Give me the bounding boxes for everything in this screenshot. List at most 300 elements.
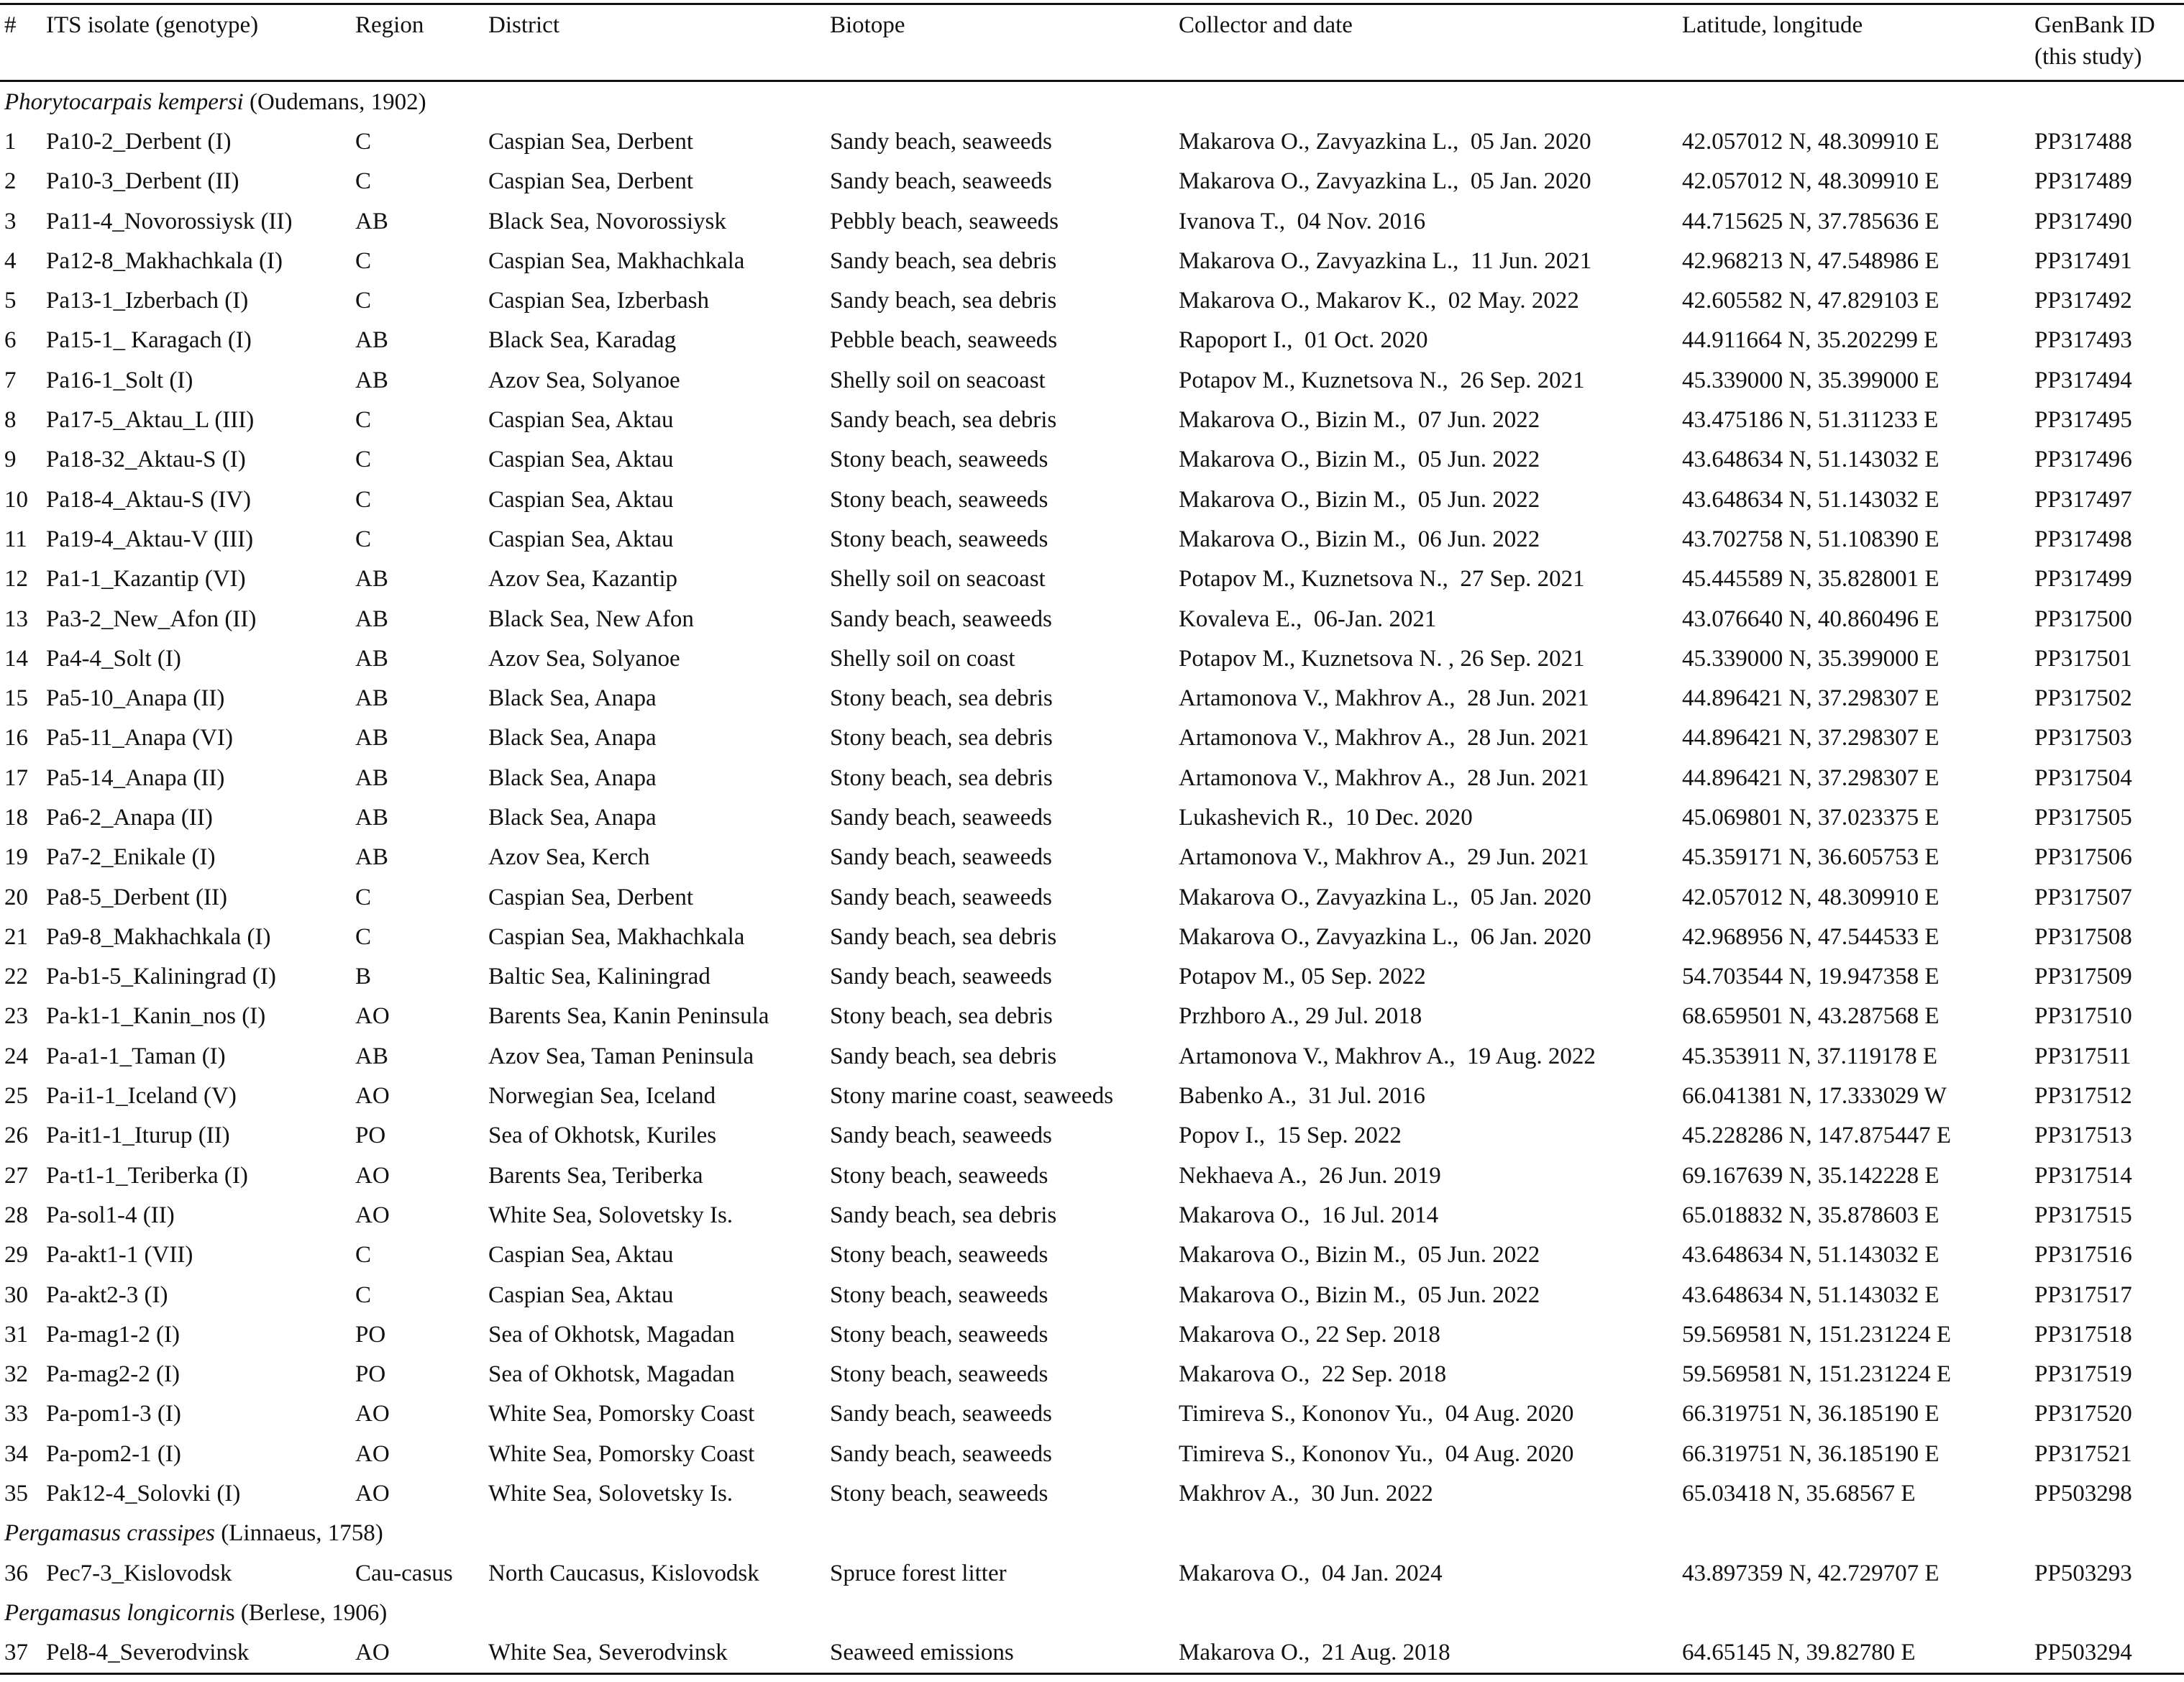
cell-num: 9 (4, 447, 17, 473)
cell-genbank: PP503293 (2034, 1560, 2132, 1586)
table-row (0, 400, 2184, 439)
cell-collector: Makarova O., Bizin M., 05 Jun. 2022 (1179, 447, 1540, 473)
cell-genbank: PP317503 (2034, 725, 2132, 751)
cell-latlon: 42.057012 N, 48.309910 E (1682, 168, 1939, 195)
cell-isolate: Pec7-3_Kislovodsk (46, 1560, 232, 1586)
cell-region: B (355, 964, 372, 990)
cell-district: Barents Sea, Teriberka (488, 1162, 703, 1189)
cell-isolate: Pa-b1-5_Kaliningrad (I) (46, 964, 276, 990)
table-row (0, 599, 2184, 639)
cell-district: Caspian Sea, Aktau (488, 486, 674, 513)
cell-district: Caspian Sea, Aktau (488, 447, 674, 473)
cell-latlon: 45.069801 N, 37.023375 E (1682, 804, 1939, 831)
cell-region: PO (355, 1123, 386, 1149)
cell-isolate: Pa9-8_Makhachkala (I) (46, 923, 271, 950)
cell-num: 13 (4, 605, 28, 632)
cell-num: 17 (4, 764, 28, 791)
cell-latlon: 42.968956 N, 47.544533 E (1682, 923, 1939, 950)
cell-district: Sea of Okhotsk, Kuriles (488, 1123, 717, 1149)
table-row (0, 321, 2184, 360)
cell-district: Black Sea, Anapa (488, 804, 657, 831)
table-row (0, 480, 2184, 519)
cell-region: C (355, 486, 372, 513)
cell-district: North Caucasus, Kislovodsk (488, 1560, 759, 1586)
cell-region: PO (355, 1321, 386, 1348)
cell-collector: Ivanova T., 04 Nov. 2016 (1179, 208, 1426, 234)
table-row (0, 1275, 2184, 1315)
cell-collector: Makarova O., Zavyazkina L., 05 Jan. 2020 (1179, 128, 1591, 155)
header-district: District (484, 4, 826, 81)
cell-isolate: Pa8-5_Derbent (II) (46, 884, 227, 910)
cell-collector: Makarova O., 22 Sep. 2018 (1179, 1321, 1440, 1348)
table-row (0, 838, 2184, 877)
cell-district: Sea of Okhotsk, Magadan (488, 1321, 735, 1348)
cell-biotope: Stony beach, sea debris (830, 1003, 1053, 1030)
cell-district: Caspian Sea, Aktau (488, 407, 674, 434)
table-row (0, 280, 2184, 320)
cell-district: Black Sea, New Afon (488, 605, 694, 632)
cell-biotope: Stony beach, seaweeds (830, 1481, 1048, 1507)
cell-collector: Makarova O., Bizin M., 07 Jun. 2022 (1179, 407, 1540, 434)
cell-collector: Makarova O., 16 Jul. 2014 (1179, 1202, 1439, 1228)
cell-num: 4 (4, 247, 17, 274)
cell-biotope: Stony beach, seaweeds (830, 1162, 1048, 1189)
cell-num: 3 (4, 208, 17, 234)
cell-num: 25 (4, 1083, 28, 1110)
cell-num: 21 (4, 923, 28, 950)
cell-collector: Przhboro A., 29 Jul. 2018 (1179, 1003, 1422, 1030)
cell-biotope: Stony beach, sea debris (830, 725, 1053, 751)
cell-collector: Makarova O., Bizin M., 05 Jun. 2022 (1179, 486, 1540, 513)
cell-collector: Artamonova V., Makhrov A., 28 Jun. 2021 (1179, 725, 1589, 751)
cell-biotope: Stony beach, seaweeds (830, 486, 1048, 513)
cell-region: Cau-casus (355, 1560, 453, 1586)
cell-district: Caspian Sea, Izberbash (488, 288, 709, 314)
cell-genbank: PP317500 (2034, 605, 2132, 632)
cell-latlon: 44.715625 N, 37.785636 E (1682, 208, 1939, 234)
table-row (0, 1633, 2184, 1674)
cell-region: AO (355, 1003, 390, 1030)
cell-district: Sea of Okhotsk, Magadan (488, 1361, 735, 1388)
cell-num: 15 (4, 685, 28, 712)
cell-latlon: 69.167639 N, 35.142228 E (1682, 1162, 1939, 1189)
cell-district: Azov Sea, Solyanoe (488, 645, 680, 672)
species-row (0, 81, 2184, 122)
cell-latlon: 42.057012 N, 48.309910 E (1682, 128, 1939, 155)
cell-district: Caspian Sea, Aktau (488, 526, 674, 552)
cell-biotope: Sandy beach, sea debris (830, 247, 1057, 274)
cell-isolate: Pa-akt2-3 (I) (46, 1281, 168, 1308)
cell-region: AO (351, 1633, 484, 1674)
cell-biotope: Stony beach, seaweeds (830, 1242, 1048, 1269)
table-row (0, 877, 2184, 917)
cell-isolate: Pa-mag2-2 (I) (46, 1361, 181, 1388)
cell-region: AO (355, 1162, 390, 1189)
cell-latlon: 43.897359 N, 42.729707 E (1682, 1560, 1939, 1586)
cell-collector: Artamonova V., Makhrov A., 28 Jun. 2021 (1179, 685, 1589, 712)
table-row (0, 1553, 2184, 1593)
cell-genbank: PP317518 (2034, 1321, 2132, 1348)
table-row (0, 1434, 2184, 1473)
cell-collector: Makarova O., Bizin M., 06 Jun. 2022 (1179, 526, 1540, 552)
header-collector: Collector and date (1174, 4, 1678, 81)
cell-latlon: 68.659501 N, 43.287568 E (1682, 1003, 1939, 1030)
cell-isolate: Pa5-10_Anapa (II) (46, 685, 225, 712)
table-row (0, 122, 2184, 161)
table-row (0, 718, 2184, 758)
cell-num: 29 (4, 1242, 28, 1269)
cell-isolate: Pa16-1_Solt (I) (46, 367, 193, 393)
cell-biotope: Sandy beach, seaweeds (830, 1123, 1052, 1149)
cell-genbank: PP317495 (2034, 407, 2132, 434)
cell-region: C (355, 407, 372, 434)
cell-collector: Makarova O., 04 Jan. 2024 (1179, 1560, 1443, 1586)
cell-region: AB (355, 208, 388, 234)
cell-collector: Artamonova V., Makhrov A., 28 Jun. 2021 (1179, 764, 1589, 791)
cell-district: Azov Sea, Solyanoe (488, 367, 680, 393)
cell-isolate: Pa-a1-1_Taman (I) (46, 1043, 226, 1069)
species-authority: s (Berlese, 1906) (225, 1599, 388, 1626)
cell-collector: Potapov M., Kuznetsova N., 26 Sep. 2021 (1179, 367, 1585, 393)
cell-latlon: 42.968213 N, 47.548986 E (1682, 247, 1939, 274)
cell-genbank: PP317489 (2034, 168, 2132, 195)
cell-collector: Makarova O., Zavyazkina L., 11 Jun. 2021 (1179, 247, 1592, 274)
cell-collector: Makarova O., Makarov K., 02 May. 2022 (1179, 288, 1579, 314)
cell-num: 23 (4, 1003, 28, 1030)
table-row (0, 797, 2184, 837)
cell-district: Black Sea, Karadag (488, 327, 677, 354)
cell-genbank: PP317496 (2034, 447, 2132, 473)
cell-num: 36 (4, 1560, 28, 1586)
cell-genbank: PP317514 (2034, 1162, 2132, 1189)
cell-biotope: Sandy beach, seaweeds (830, 804, 1052, 831)
cell-region: AB (355, 327, 388, 354)
cell-isolate: Pa7-2_Enikale (I) (46, 844, 216, 871)
cell-region: AB (355, 804, 388, 831)
cell-isolate: Pa19-4_Aktau-V (III) (46, 526, 254, 552)
table-row (0, 519, 2184, 559)
cell-isolate: Pa5-14_Anapa (II) (46, 764, 225, 791)
cell-genbank: PP317493 (2034, 327, 2132, 354)
cell-isolate: Pel8-4_Severodvinsk (42, 1633, 351, 1674)
cell-genbank: PP317498 (2034, 526, 2132, 552)
table-row (0, 440, 2184, 480)
cell-biotope: Sandy beach, seaweeds (830, 168, 1052, 195)
cell-num: 18 (4, 804, 28, 831)
cell-region: AO (355, 1401, 390, 1427)
cell-collector: Potapov M., 05 Sep. 2022 (1179, 964, 1426, 990)
table-row (0, 1235, 2184, 1275)
cell-region: AB (355, 566, 388, 593)
cell-district: Norwegian Sea, Iceland (488, 1083, 716, 1110)
cell-biotope: Stony beach, seaweeds (830, 447, 1048, 473)
header-latlon: Latitude, longitude (1678, 4, 2030, 81)
table-row (0, 201, 2184, 241)
cell-biotope: Shelly soil on seacoast (830, 367, 1046, 393)
cell-num: 30 (4, 1281, 28, 1308)
cell-isolate: Pa18-32_Aktau-S (I) (46, 447, 246, 473)
table-row (0, 1116, 2184, 1156)
cell-region: AO (355, 1202, 390, 1228)
cell-biotope: Sandy beach, sea debris (830, 1202, 1057, 1228)
table-row (0, 957, 2184, 997)
cell-biotope: Sandy beach, seaweeds (830, 128, 1052, 155)
cell-isolate: Pa3-2_New_Afon (II) (46, 605, 257, 632)
cell-num: 22 (4, 964, 28, 990)
cell-genbank: PP317504 (2034, 764, 2132, 791)
cell-genbank: PP317511 (2034, 1043, 2132, 1069)
cell-district: Caspian Sea, Makhachkala (488, 923, 745, 950)
cell-isolate: Pa18-4_Aktau-S (IV) (46, 486, 252, 513)
cell-district: Caspian Sea, Aktau (488, 1281, 674, 1308)
cell-latlon: 42.605582 N, 47.829103 E (1682, 288, 1939, 314)
isolates-table (0, 3, 2184, 1675)
cell-region: C (355, 923, 372, 950)
cell-region: AO (355, 1440, 390, 1467)
cell-isolate: Pa13-1_Izberbach (I) (46, 288, 249, 314)
cell-num: 10 (4, 486, 28, 513)
cell-region: C (355, 288, 372, 314)
cell-collector: Timireva S., Kononov Yu., 04 Aug. 2020 (1179, 1401, 1574, 1427)
cell-isolate: Pa-it1-1_Iturup (II) (46, 1123, 230, 1149)
cell-genbank: PP317515 (2034, 1202, 2132, 1228)
cell-district: White Sea, Pomorsky Coast (488, 1401, 755, 1427)
cell-collector: Makarova O., Bizin M., 05 Jun. 2022 (1179, 1242, 1540, 1269)
species-heading (0, 1593, 2184, 1632)
cell-region: C (355, 1242, 372, 1269)
cell-num: 11 (4, 526, 27, 552)
cell-num: 6 (4, 327, 17, 354)
cell-collector: Popov I., 15 Sep. 2022 (1179, 1123, 1402, 1149)
cell-biotope: Stony beach, sea debris (830, 685, 1053, 712)
cell-collector: Makhrov A., 30 Jun. 2022 (1179, 1481, 1433, 1507)
cell-biotope: Seaweed emissions (826, 1633, 1174, 1674)
cell-num: 12 (4, 566, 28, 593)
cell-collector: Kovaleva E., 06-Jan. 2021 (1179, 605, 1437, 632)
cell-isolate: Pa6-2_Anapa (II) (46, 804, 213, 831)
species-name: Pergamasus crassipes (4, 1520, 216, 1547)
species-authority: (Linnaeus, 1758) (215, 1520, 383, 1547)
cell-num: 33 (4, 1401, 28, 1427)
cell-genbank: PP317488 (2034, 128, 2132, 155)
cell-latlon: 44.896421 N, 37.298307 E (1682, 725, 1939, 751)
cell-collector: Makarova O., Zavyazkina L., 05 Jan. 2020 (1179, 884, 1591, 910)
cell-genbank: PP317519 (2034, 1361, 2132, 1388)
cell-collector: Artamonova V., Makhrov A., 19 Aug. 2022 (1179, 1043, 1596, 1069)
cell-isolate: Pak12-4_Solovki (I) (46, 1481, 241, 1507)
cell-latlon: 43.648634 N, 51.143032 E (1682, 1242, 1939, 1269)
cell-district: Barents Sea, Kanin Peninsula (488, 1003, 769, 1030)
cell-latlon: 65.018832 N, 35.878603 E (1682, 1202, 1939, 1228)
table-header-row (0, 4, 2184, 81)
cell-biotope: Pebbly beach, seaweeds (830, 208, 1059, 234)
cell-collector: Nekhaeva A., 26 Jun. 2019 (1179, 1162, 1441, 1189)
cell-district: Caspian Sea, Derbent (488, 884, 693, 910)
table-row (0, 1355, 2184, 1394)
cell-collector: Lukashevich R., 10 Dec. 2020 (1179, 804, 1473, 831)
cell-genbank: PP317520 (2034, 1401, 2132, 1427)
cell-latlon: 45.359171 N, 36.605753 E (1682, 844, 1939, 871)
cell-region: C (355, 526, 372, 552)
table-row (0, 1156, 2184, 1195)
species-heading (0, 81, 2184, 122)
cell-latlon: 45.228286 N, 147.875447 E (1682, 1123, 1951, 1149)
cell-district: Azov Sea, Kazantip (488, 566, 677, 593)
table-row (0, 241, 2184, 280)
cell-district: Black Sea, Anapa (488, 725, 657, 751)
table-row (0, 1394, 2184, 1434)
table-row (0, 360, 2184, 400)
cell-collector: Potapov M., Kuznetsova N., 27 Sep. 2021 (1179, 566, 1585, 593)
cell-biotope: Sandy beach, sea debris (830, 288, 1057, 314)
cell-genbank: PP317499 (2034, 566, 2132, 593)
cell-genbank: PP317501 (2034, 645, 2132, 672)
table-row (0, 917, 2184, 956)
cell-district: Black Sea, Anapa (488, 685, 657, 712)
cell-district: Caspian Sea, Derbent (488, 128, 693, 155)
cell-biotope: Sandy beach, sea debris (830, 1043, 1057, 1069)
cell-biotope: Sandy beach, seaweeds (830, 884, 1052, 910)
cell-num: 14 (4, 645, 28, 672)
cell-collector: Artamonova V., Makhrov A., 29 Jun. 2021 (1179, 844, 1589, 871)
cell-genbank: PP317490 (2034, 208, 2132, 234)
cell-region: AB (355, 1043, 388, 1069)
cell-biotope: Shelly soil on coast (830, 645, 1015, 672)
cell-region: AO (355, 1481, 390, 1507)
cell-genbank: PP317508 (2034, 923, 2132, 950)
cell-latlon: 45.445589 N, 35.828001 E (1682, 566, 1939, 593)
cell-latlon: 66.319751 N, 36.185190 E (1682, 1401, 1939, 1427)
cell-genbank: PP317509 (2034, 964, 2132, 990)
cell-collector: Makarova O., Bizin M., 05 Jun. 2022 (1179, 1281, 1540, 1308)
cell-latlon: 64.65145 N, 39.82780 E (1678, 1633, 2030, 1674)
cell-region: AB (355, 367, 388, 393)
cell-isolate: Pa17-5_Aktau_L (III) (46, 407, 255, 434)
header-num: # (0, 4, 42, 81)
cell-region: C (355, 168, 372, 195)
cell-district: Black Sea, Novorossiysk (488, 208, 726, 234)
cell-latlon: 43.648634 N, 51.143032 E (1682, 447, 1939, 473)
cell-collector: Makarova O., Zavyazkina L., 05 Jan. 2020 (1179, 168, 1591, 195)
cell-collector: Makarova O., 22 Sep. 2018 (1179, 1361, 1447, 1388)
cell-biotope: Spruce forest litter (830, 1560, 1007, 1586)
cell-isolate: Pa10-2_Derbent (I) (46, 128, 232, 155)
cell-num: 37 (0, 1633, 42, 1674)
cell-region: AO (355, 1083, 390, 1110)
cell-biotope: Sandy beach, sea debris (830, 923, 1057, 950)
cell-num: 35 (4, 1481, 28, 1507)
cell-num: 31 (4, 1321, 28, 1348)
cell-collector: Potapov M., Kuznetsova N. , 26 Sep. 2021 (1179, 645, 1585, 672)
table-body (0, 81, 2184, 1674)
table-row (0, 1473, 2184, 1513)
cell-district: Caspian Sea, Makhachkala (488, 247, 745, 274)
cell-latlon: 43.648634 N, 51.143032 E (1682, 486, 1939, 513)
cell-isolate: Pa-akt1-1 (VII) (46, 1242, 193, 1269)
cell-collector: Timireva S., Kononov Yu., 04 Aug. 2020 (1179, 1440, 1574, 1467)
cell-genbank: PP317492 (2034, 288, 2132, 314)
cell-genbank: PP317497 (2034, 486, 2132, 513)
cell-genbank: PP317521 (2034, 1440, 2132, 1467)
cell-num: 20 (4, 884, 28, 910)
cell-genbank: PP317512 (2034, 1083, 2132, 1110)
cell-district: White Sea, Severodvinsk (484, 1633, 826, 1674)
cell-region: C (355, 128, 372, 155)
cell-latlon: 45.339000 N, 35.399000 E (1682, 645, 1939, 672)
cell-num: 2 (4, 168, 17, 195)
cell-region: C (355, 1281, 372, 1308)
cell-district: White Sea, Solovetsky Is. (488, 1202, 734, 1228)
header-isolate: ITS isolate (genotype) (42, 4, 351, 81)
cell-num: 5 (4, 288, 17, 314)
cell-district: White Sea, Solovetsky Is. (488, 1481, 734, 1507)
cell-genbank: PP317506 (2034, 844, 2132, 871)
cell-latlon: 44.911664 N, 35.202299 E (1682, 327, 1939, 354)
cell-genbank: PP317516 (2034, 1242, 2132, 1269)
cell-region: AB (355, 685, 388, 712)
cell-region: AB (355, 605, 388, 632)
cell-genbank: PP317507 (2034, 884, 2132, 910)
cell-biotope: Sandy beach, seaweeds (830, 844, 1052, 871)
cell-district: Azov Sea, Kerch (488, 844, 650, 871)
cell-biotope: Sandy beach, seaweeds (830, 605, 1052, 632)
cell-district: Black Sea, Anapa (488, 764, 657, 791)
cell-num: 34 (4, 1440, 28, 1467)
cell-biotope: Sandy beach, seaweeds (830, 964, 1052, 990)
cell-isolate: Pa-sol1-4 (II) (46, 1202, 175, 1228)
cell-latlon: 43.475186 N, 51.311233 E (1682, 407, 1939, 434)
cell-latlon: 54.703544 N, 19.947358 E (1682, 964, 1939, 990)
cell-isolate: Pa5-11_Anapa (VI) (46, 725, 233, 751)
cell-isolate: Pa-pom1-3 (I) (46, 1401, 181, 1427)
cell-isolate: Pa11-4_Novorossiysk (II) (46, 208, 293, 234)
cell-latlon: 43.076640 N, 40.860496 E (1682, 605, 1939, 632)
cell-biotope: Stony beach, seaweeds (830, 1281, 1048, 1308)
cell-num: 28 (4, 1202, 28, 1228)
cell-district: Caspian Sea, Derbent (488, 168, 693, 195)
cell-district: Azov Sea, Taman Peninsula (488, 1043, 754, 1069)
cell-genbank: PP317513 (2034, 1123, 2132, 1149)
cell-latlon: 43.702758 N, 51.108390 E (1682, 526, 1939, 552)
cell-biotope: Shelly soil on seacoast (830, 566, 1046, 593)
cell-isolate: Pa12-8_Makhachkala (I) (46, 247, 283, 274)
cell-isolate: Pa-t1-1_Teriberka (I) (46, 1162, 248, 1189)
cell-district: Baltic Sea, Kaliningrad (488, 964, 711, 990)
cell-latlon: 43.648634 N, 51.143032 E (1682, 1281, 1939, 1308)
table-row (0, 162, 2184, 201)
cell-genbank: PP317517 (2034, 1281, 2132, 1308)
species-row (0, 1514, 2184, 1553)
cell-num: 16 (4, 725, 28, 751)
cell-isolate: Pa-pom2-1 (I) (46, 1440, 181, 1467)
cell-region: C (355, 247, 372, 274)
cell-genbank: PP317510 (2034, 1003, 2132, 1030)
cell-latlon: 44.896421 N, 37.298307 E (1682, 685, 1939, 712)
table-row (0, 1036, 2184, 1076)
cell-district: White Sea, Pomorsky Coast (488, 1440, 755, 1467)
table-row (0, 559, 2184, 599)
cell-latlon: 59.569581 N, 151.231224 E (1682, 1321, 1951, 1348)
table-row (0, 1076, 2184, 1115)
cell-district: Caspian Sea, Aktau (488, 1242, 674, 1269)
cell-biotope: Sandy beach, sea debris (830, 407, 1057, 434)
cell-biotope: Stony beach, sea debris (830, 764, 1053, 791)
species-heading (0, 1514, 2184, 1553)
cell-latlon: 66.319751 N, 36.185190 E (1682, 1440, 1939, 1467)
table-row (0, 997, 2184, 1036)
cell-latlon: 45.339000 N, 35.399000 E (1682, 367, 1939, 393)
cell-region: AB (355, 844, 388, 871)
